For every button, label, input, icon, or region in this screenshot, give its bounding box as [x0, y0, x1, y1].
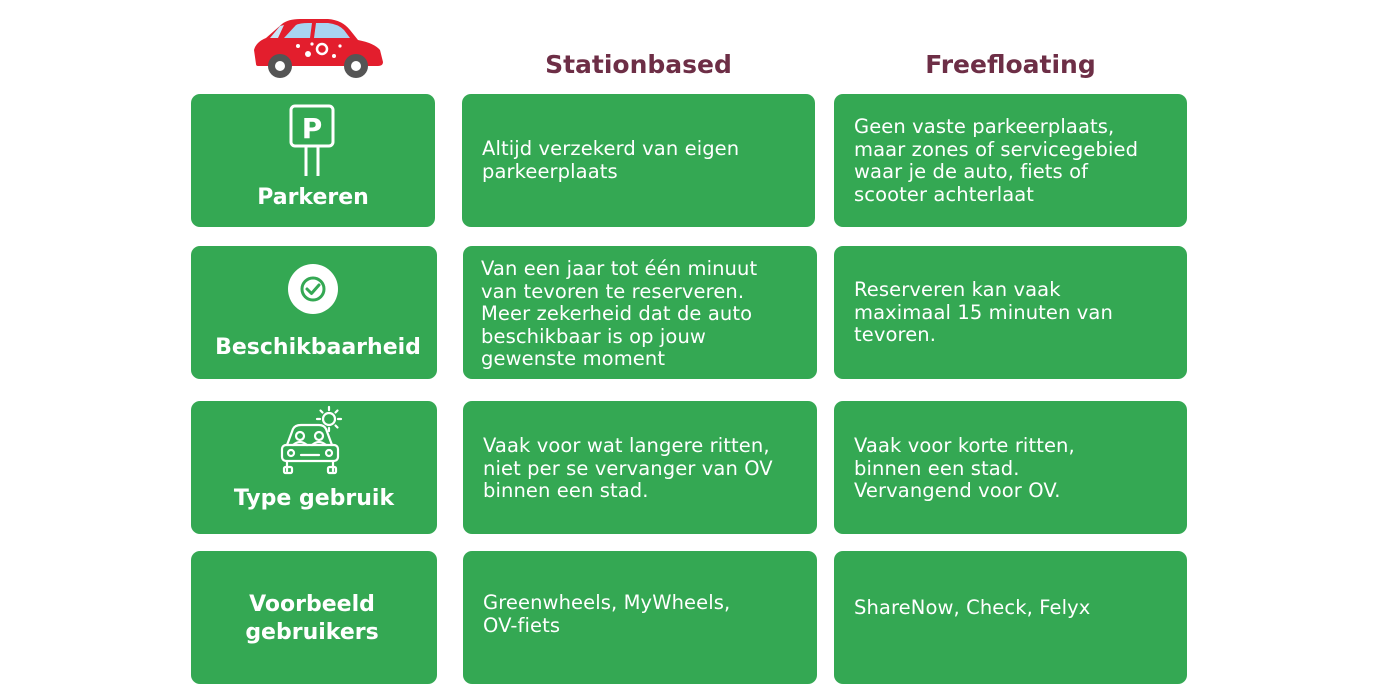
- row-label-voorbeeld-gebruikers: [187, 591, 437, 647]
- row-label-card-beschikbaarheid: [191, 246, 437, 379]
- row-label-card-voorbeeld-gebruikers: [191, 551, 437, 684]
- text-line: Vervangend voor OV.: [854, 479, 1061, 502]
- text-line: Vaak voor korte ritten,: [854, 434, 1075, 457]
- row-label-card-type-gebruik: [191, 401, 437, 534]
- text-line: OV-fiets: [483, 613, 561, 637]
- row-label-parkeren: Parkeren: [257, 185, 369, 210]
- text-line: Vaak voor wat langere ritten,: [483, 434, 770, 457]
- parking-sign-icon: [289, 104, 337, 178]
- text-line: van tevoren te reserveren.: [481, 279, 745, 303]
- text-line: maar zones of servicegebied: [854, 137, 1139, 161]
- stationbased-cell-type-gebruik: [463, 401, 817, 534]
- row-label-beschikbaarheid: Beschikbaarheid: [215, 335, 421, 360]
- text-line: gewenste moment: [481, 347, 666, 370]
- text-line: niet per se vervanger van OV: [483, 456, 773, 480]
- text-line: waar je de auto, fiets of: [854, 160, 1089, 183]
- car-sun-icon: [279, 405, 345, 475]
- stationbased-cell-beschikbaarheid: [463, 246, 817, 379]
- text-line: Reserveren kan vaak: [854, 278, 1061, 301]
- label-line: Voorbeeld: [249, 592, 375, 617]
- row-label-type-gebruik: Type gebruik: [233, 486, 395, 511]
- freefloating-cell-parkeren: [834, 94, 1187, 227]
- red-car-icon: [250, 16, 386, 80]
- text-line: Geen vaste parkeerplaats,: [854, 115, 1115, 138]
- svg-text:P: P: [301, 112, 323, 145]
- text-line: scooter achterlaat: [854, 182, 1035, 206]
- header-stationbased: Stationbased: [545, 50, 732, 79]
- text-line: Van een jaar tot één minuut: [481, 257, 758, 280]
- freefloating-cell-beschikbaarheid: [834, 246, 1187, 379]
- text-line: maximaal 15 minuten van: [854, 300, 1113, 324]
- text-line: Greenwheels, MyWheels,: [483, 591, 731, 614]
- text-line: tevoren.: [854, 323, 937, 346]
- header-freefloating: Freefloating: [925, 50, 1096, 79]
- label-line: gebruikers: [245, 620, 379, 645]
- text-line: binnen een stad.: [483, 479, 649, 502]
- freefloating-cell-type-gebruik: [834, 401, 1187, 534]
- freefloating-cell-voorbeeld: [834, 551, 1187, 684]
- row-label-card-parkeren: [191, 94, 435, 227]
- text-line: ShareNow, Check, Felyx: [854, 596, 1091, 619]
- text-line: binnen een stad.: [854, 456, 1020, 480]
- text-line: beschikbaar is op jouw: [481, 324, 706, 348]
- text-line: Meer zekerheid dat de auto: [481, 302, 753, 325]
- text-line: Altijd verzekerd van eigen: [482, 137, 740, 160]
- stationbased-cell-parkeren: [462, 94, 815, 227]
- stationbased-cell-voorbeeld: [463, 551, 817, 684]
- text-line: parkeerplaats: [482, 159, 618, 183]
- check-circle-icon: [287, 263, 339, 315]
